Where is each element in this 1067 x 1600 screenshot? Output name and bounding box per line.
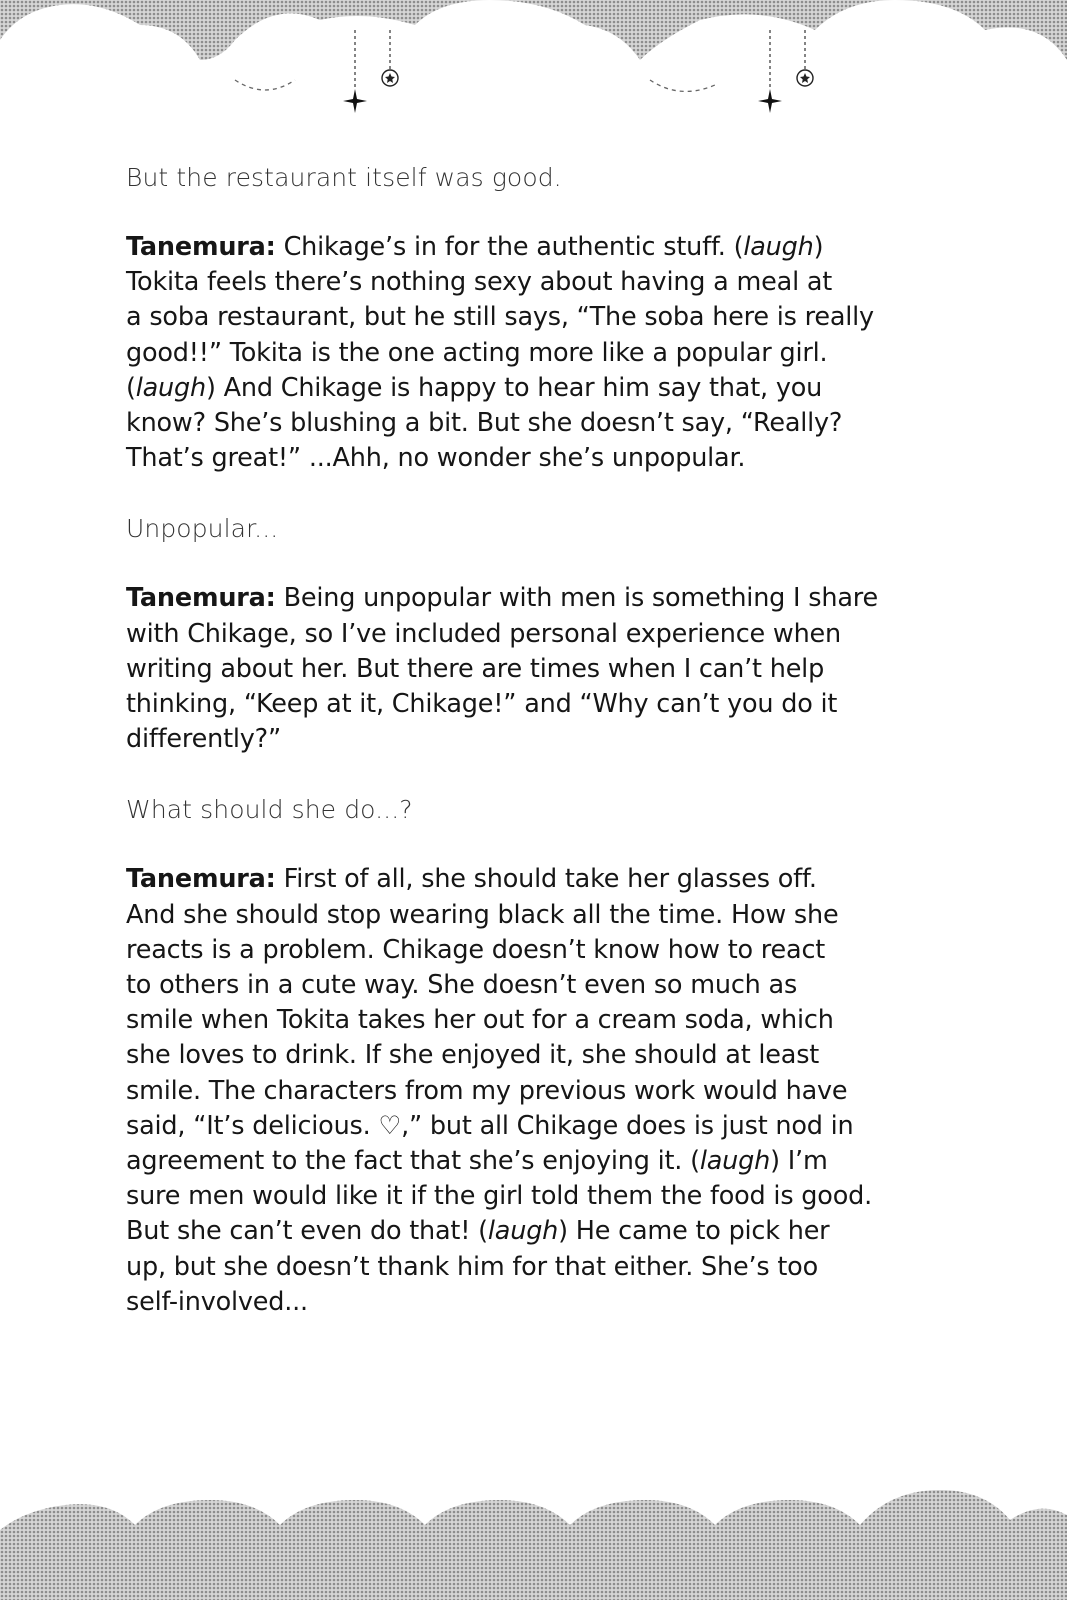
answer-text: )	[813, 232, 824, 262]
answer-text: sure men would like it if the girl told them the food is good.	[126, 1181, 872, 1212]
answer-text: First of all, she should take her glasses off.	[283, 864, 817, 895]
answer-text: a soba restaurant, but he still says, “The soba here is really	[126, 302, 874, 333]
hanging-star-icon	[795, 68, 815, 88]
italic-aside: laugh	[487, 1216, 559, 1247]
interviewer-question: What should she do...?	[126, 795, 413, 825]
top-scalloped-border	[0, 0, 1067, 130]
answer-text: said, “It’s delicious. ♡,” but all Chikage does is just nod in	[126, 1110, 854, 1141]
answer-text: writing about her. But there are times when I can’t help	[126, 653, 825, 684]
answer-text: up, but she doesn’t thank him for that either. She’s too	[126, 1251, 818, 1282]
answer-text: thinking, “Keep at it, Chikage!” and “Why can’t you do it	[126, 689, 838, 720]
answer-text: ) I’m	[770, 1146, 828, 1177]
bottom-scalloped-border	[0, 1470, 1067, 1600]
answer-paragraph	[126, 581, 956, 757]
answer-paragraph	[126, 230, 956, 476]
answer-paragraph	[126, 862, 956, 1320]
answer-text: Tokita feels there’s nothing sexy about having a meal at	[126, 267, 833, 298]
hanging-star-icon	[380, 68, 400, 88]
italic-aside: laugh	[699, 1146, 771, 1177]
answer-text: good!!” Tokita is the one acting more like a popular girl.	[126, 337, 828, 368]
hanging-sparkle-icon	[342, 88, 368, 114]
hanging-sparkle-icon	[757, 88, 783, 114]
answer-text: ) He came to pick her	[558, 1216, 830, 1247]
interview-text	[126, 160, 956, 1355]
speaker-label: Tanemura:	[126, 864, 276, 895]
answer-text: she loves to drink. If she enjoyed it, she should at least	[126, 1040, 820, 1071]
speaker-label: Tanemura:	[126, 583, 276, 614]
interviewer-question: Unpopular...	[126, 514, 279, 544]
answer-text: (	[126, 372, 136, 403]
answer-text: agreement to the fact that she’s enjoying it. (	[126, 1146, 700, 1177]
answer-text: smile. The characters from my previous work would have	[126, 1075, 848, 1106]
answer-text: But she can’t even do that! (	[126, 1216, 488, 1247]
answer-text: know? She’s blushing a bit. But she doesn’t say, “Really?	[126, 408, 843, 439]
answer-text: with Chikage, so I’ve included personal experience when	[126, 618, 842, 649]
answer-text: Being unpopular with men is something I share	[283, 583, 878, 614]
answer-text: self-involved...	[126, 1286, 308, 1317]
answer-text: differently?”	[126, 724, 282, 755]
italic-aside: laugh	[135, 372, 206, 403]
italic-aside: laugh	[743, 232, 814, 262]
answer-text: And she should stop wearing black all the time. How she	[126, 899, 839, 930]
answer-text: to others in a cute way. She doesn’t even so much as	[126, 970, 798, 1001]
answer-text: Chikage’s in for the authentic stuff. (	[283, 232, 744, 262]
answer-text: smile when Tokita takes her out for a cream soda, which	[126, 1005, 834, 1036]
answer-text: reacts is a problem. Chikage doesn’t know how to react	[126, 934, 826, 965]
answer-text: That’s great!” ...Ahh, no wonder she’s unpopular.	[126, 443, 746, 474]
answer-text: ) And Chikage is happy to hear him say that, you	[205, 372, 823, 403]
interviewer-question: But the restaurant itself was good.	[126, 163, 562, 192]
speaker-label: Tanemura:	[126, 232, 276, 262]
